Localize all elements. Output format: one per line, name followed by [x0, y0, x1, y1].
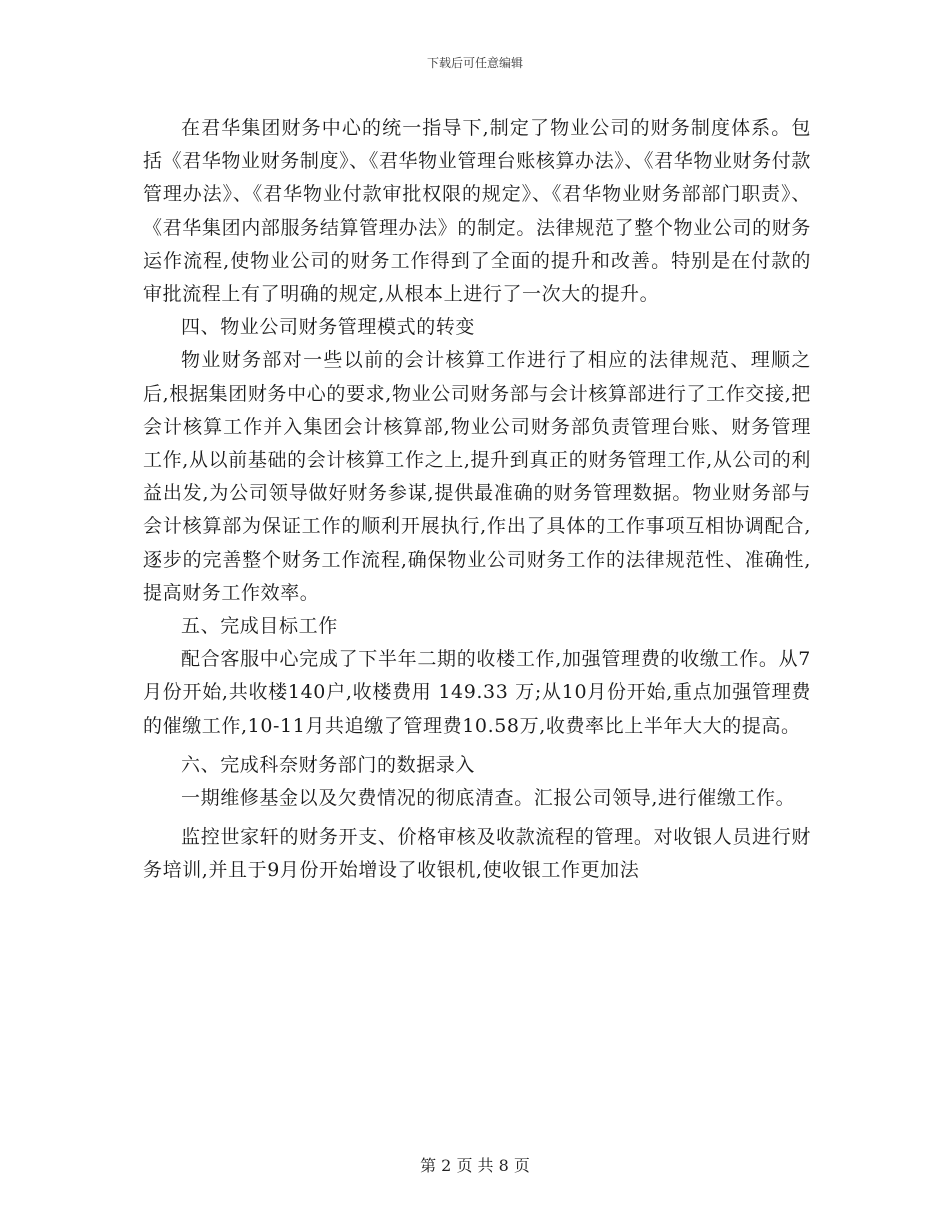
paragraph-mode-change: 物业财务部对一些以前的会计核算工作进行了相应的法律规范、理顺之后,根据集团财务中心的要求,物业公司财务部与会计核算部进行了工作交接,把会计核算工作并入集团会计核算部,物业公司财务部负责管理台账、财务管理工作,从以前基础的会计核算工作之上,提升到真正的财务管理工作,从公司的利益出发,为公司领导做好财务参谋,提供最准确的财务管理数据。物业财务部与会计核算部为保证工作的顺利开展执行,作出了具体的工作事项互相协调配合,逐步的完善整个财务工作流程,确保物业公司财务工作的法律规范性、准确性,提高财务工作效率。 [143, 349, 811, 604]
section-heading-5: 五、完成目标工作 [181, 615, 338, 638]
page-number-footer: 第 2 页 共 8 页 [420, 1156, 530, 1175]
document-body [143, 112, 811, 888]
paragraph-finance-system: 在君华集团财务中心的统一指导下,制定了物业公司的财务制度体系。包括《君华物业财务制度》、《君华物业管理台账核算办法》、《君华物业财务付款管理办法》、《君华物业付款审批权限的规定》、《君华物业财务部部门职责》、《君华集团内部服务结算管理办法》的制定。法律规范了整个物业公司的财务运作流程,使物业公司的财务工作得到了全面的提升和改善。特别是在付款的审批流程上有了明确的规定,从根本上进行了一次大的提升。 [143, 117, 811, 306]
page-header: 下载后可任意编辑 [426, 56, 523, 70]
paragraph-cashier-monitoring: 监控世家轩的财务开支、价格审核及收款流程的管理。对收银人员进行财务培训,并且于9月份开始增设了收银机,使收银工作更加法 [143, 826, 811, 882]
section-heading-4: 四、物业公司财务管理模式的转变 [181, 316, 476, 339]
section-heading-6: 六、完成科奈财务部门的数据录入 [181, 753, 476, 776]
paragraph-target-work: 配合客服中心完成了下半年二期的收楼工作,加强管理费的收缴工作。从7月份开始,共收楼140户,收楼费用 149.33 万;从10月份开始,重点加强管理费的催缴工作,10-11月共追缴了管理费10.58万,收费率比上半年大大的提高。 [143, 648, 811, 737]
paragraph-maintenance-fund: 一期维修基金以及欠费情况的彻底清查。汇报公司领导,进行催缴工作。 [181, 787, 796, 810]
